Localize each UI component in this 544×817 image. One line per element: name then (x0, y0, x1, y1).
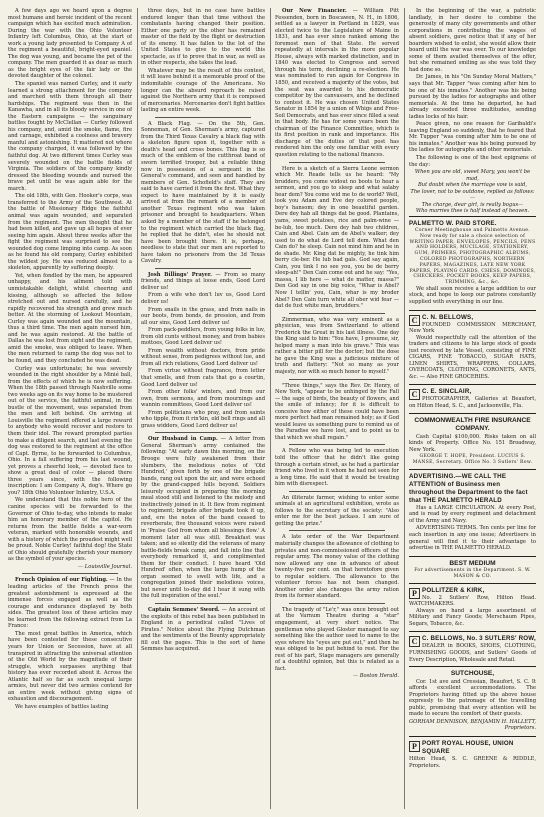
ad-subtitle: Corner Meetinghouse and Palmetto Avenue. (414, 227, 531, 233)
column-2 (141, 8, 265, 811)
article-heading: French Opinion of our Fighting. (15, 577, 108, 584)
advertisement (409, 556, 536, 582)
ad-title: C. N. BELLOWS, (422, 313, 474, 321)
verse-line: But doubt when the marriage vow is said, (418, 182, 527, 189)
divider (289, 530, 385, 531)
article-paragraph: Yet, when fondled by the men, he appeared unhappy, and his ailment told with unmistakable delight, whilst cheering and kissing, although so affected the fellow stretched out and nursed carefully, and he rapidly recovered his strength and grew much better. At the storming of Lookout Mountain, Curley was again wounded and the mountain, thus a third time. The men again nursed him, and he was again restored. At the battle of Dallas he was lost from sight and the regiment, amid the smoke, was obliged to leave. When the men returned to camp the dog was not to be found, and they concluded he was dead. (8, 272, 132, 364)
ad-note: We shall soon receive a large addition to our stock, and hope to keep our patrons constantly supplied with everything in our line. (409, 285, 536, 306)
article-paragraph: A few days ago we heard upon a degree most humane and heroic incident of the recent campaign which has excited much admiration. During the war with the Ohio Volunteer Infantry left Columbus, Ohio, at the start of work a young lady presented to Company A of the regiment a beautiful, bright-eyed spaniel. The dog was young, and became the pet of the company. The men guarded it as dear as much as the bright eyes of the fair lady or the devoted daughter of the colonel. (8, 8, 132, 80)
article-paragraph: — A letter from General Sherman's army contained the following: "At early dawn this morning, on the Brooge were fully awakened from their slumbers, the melodious notes of 'Old Hundred,' given forth by one of the brigade bands, rang out upon the air, and were echoed by the grand-capped hills beyond. Soldiers leisurely occupied in preparing the morning meal stood still and listened to the melody and instinctively joined in it. It flew from regiment to regiment; brigade after brigade took it up, and, ere the notes of the band ceased to reverberate, five thousand voices were raised in 'Praise God from whom all blessings flow.' A moment later all was still. Breakfast was taken; and so silently did the veterans of many battle-fields break camp, and fall into line that everybody remarked it, and complimented them for their conduct. I have heard 'Old Hundred' often, when the large hump of the organ seemed to swell with life, and a congregation joined their melodious voices, but never until to-day did I hear it sung with the full inspiration of the soul." (141, 436, 265, 600)
ad-body: Has a LARGE CIRCULATION. At every Post, and is read by every regiment and detachment of the Army and Navy. (409, 504, 536, 524)
ad-body: For advertisements in the Department. S. W. MASON & CO. (414, 568, 531, 579)
column-rule (404, 8, 405, 809)
article-paragraph: An illiterate farmer, wishing to enter some animals at an agricultural exhibition, wrote as follows to the secretary of the society: "Also enter me for the best jackass. I am sure of getting the prize." (275, 494, 399, 527)
verse-line: Who marries thee is half instead of heaven. (415, 208, 530, 215)
ad-title: ADVERTISING.—WE CALL THE ATTENTION of Business men throughout the Department to the fact that THE PALMETTO HERALD (409, 472, 528, 504)
column-3 (275, 8, 399, 811)
advertisement (409, 216, 536, 309)
verse-line: The charge, dear girl, is really bogus— (421, 201, 524, 208)
advertisement (409, 631, 536, 665)
drop-cap-icon: C (409, 315, 420, 326)
article-paragraph: Whatever may be the result of this contest, it will leave behind it a memorable proof of the indomitable courage of the Americans. No longer can the absurd reproach be raised against the Northern army that it is composed of mercenaries. Mercenaries don't fight battles lasting an entire week. (141, 67, 265, 114)
article-paragraph: Zimmerman, who was very eminent as a physician, was from Switzerland to attend Frederick the Great in his last illness. One day the King said to him: "You have, I presume, sir, helped many a man into his grave." This was rather a bitter pill for the doctor; but the dose he gave the King was a judicious mixture of truth and flattery: "Not so many as your majesty, nor with so much honor to myself." (275, 316, 399, 375)
column-4 (409, 8, 536, 811)
article-paragraph: Peace given, no one reason for Garibaldi's leaving England so suddenly, that he feared that Mr. Tupper "was coming after him to be one of his inmates." Another was his being pursued by the ladies for autographs and other memorials. (409, 121, 536, 154)
ad-rates: ADVERTISING TERMS. Ten cents per line for each insertion in any one issue; Advertisers in general will find it to their advantage to advertise in THE PALMETTO HERALD. (409, 525, 536, 552)
ad-title: PALMETTO W. PAID STORE. (409, 219, 497, 227)
divider (155, 432, 251, 433)
article-paragraph: A Fellow who was being led to execution told the officer that he didn't like going through a certain street, as he had a particular friend who lived in it whom he had not seen for a long time. He said that it would be treating him with disrespect. (275, 448, 399, 488)
divider (289, 491, 385, 492)
article-paragraph: The most great battles in America, which have been contested for these consecutive years for Union or Secession, have at all transpired in attracting the universal attention of the Old World by the magnitude of their struggle, which surpasses anything that history has ever recorded about it. Across the Atlantic half so far as such unequal large armies, but never did two armies contend for an entire week without giving signs of exhaustion and discouragement. (8, 630, 132, 703)
ad-body: Cash Capital $100,000. Risks taken on all kinds of Property. Office No. 151 Broadway, New York. (409, 433, 536, 453)
ad-body: Would respectfully call the attention of the traders and citizens to his large stock of goods just received by late Vessel, consisting of FINE CIGARS, FINE TOBACCO, SUGAR HATS, LINEN SHIRTS, WRAPPERS, COLLARS, OVERCOATS, CLOTHING, CORONETS, ANTS, &c. — Also FINE GROCERIES. (409, 334, 536, 380)
article-paragraph: We understand that this noble hero of the canine species will be forwarded to the Governor of Ohio to-day, who intends to make him an honorary member of the capitol. He returns from the battle fields a war-worn veteran, marked with honorable wounds, and with a history of which the proudest might well be proud. Noble Curley! faithful dog! the State of Ohio should gratefully cherish your memory as the symbol of your species. (8, 497, 132, 563)
divider (289, 444, 385, 445)
article-paragraph: From wealth without doctors, from pride without sense, from pedigrees without lue, and from all rich relations, Good Lord deliver us! (141, 347, 265, 367)
advertisement (409, 384, 536, 411)
article-paragraph: — William Pitt Fessenden, born in Boscawen, N. H., in 1806, settled as a lawyer in Portland in 1829, was elected twice to the Legislature of Maine in 1831, and has ever since ranked among the foremost men of that State. He served repeatedly at intervals in the more popular House, always with marked distinction, and in 1840 was elected to Congress and served through his term, declining a re-election. He was nominated to run again for Congress in 1850, and received a majority of the votes, but the seat was awarded to his democratic competitor by the canvassers, and he declined to contest it. He was chosen United States Senator in 1854 by a union of Whigs and Free-Soil Democrats, and has ever since filled a seat in that body. He has for some years been the chairman of the Finance Committee, which is its first position in rank and importance. His discharge of the duties of that post has rendered him the only one familiar with every question relating to the national finances. (275, 8, 399, 159)
article-paragraph: From politicians who pray, and from saints who tipple, from it rin'kin, old bell rings and all grass widders, Good Lord deliver us! (141, 409, 265, 429)
ad-owner: GORHAM DENNISON, BENJAMIN H. HALLETT, Proprietors. (409, 718, 536, 732)
advertisement (409, 736, 536, 771)
drop-cap-icon: C (409, 636, 420, 647)
ad-title: POLLITZER & KIRK, (422, 586, 485, 594)
column-rule (137, 8, 138, 809)
verse-intro: The following is one of the best epigrams of the day: (409, 155, 536, 168)
article-paragraph: The tragedy of "Le'r," was once brought out at the Varnum Theatre during a "star" engagement, at very short notice. The gentleman who played Gloster managed to say something like the author used to name to the eyes where his "eyes are put out," and then he was obliged to be put behind to rest. For the rest of his part, Stage managers are generally of a doubtful opinion, but this is related as a fact. (275, 606, 399, 672)
article-paragraph: three days, but in no case have battles endured longer than that time without the combatants having changed their position. Either one party or the other has remained master of the field by the flight or destruction of its enemy. It has fallen to the lot of the United States to give to the world this spectacle, as if to prove that in war, as well as in other respects, she takes the lead. (141, 8, 265, 67)
article-paragraph: Dr. James, in his "On Sunday Moral Matters," says that Mr. Tapper "was coming after him to be one of his inmates." Another was his being pursued by the ladies for autographs and other memorials. At the time he departed, he had already exceeded three multitudes, sending ladies locks of his hair. (409, 74, 536, 120)
column-rule (270, 8, 271, 809)
article-credit: — Louisville Journal. (78, 563, 132, 570)
article-paragraph: "Three things," says the Rev. Dr. Henry, of New York, "appear to be unhinged by the Fall — the sage of birds, the beauty of flowers, and the smile of infancy; for it is difficult to conceive how either of these could have been more perfect had man remained holy; as if God would leave us something pure to remind us of the Paradise we have lost, and to point us to that which we shall regain." (275, 382, 399, 441)
ad-title: BEST MEDIUM (449, 559, 496, 567)
article-paragraph: From a wife who don't luv us, Good Lord deliver us! (141, 292, 265, 305)
ad-title: C. E. SINCLAIR, (422, 388, 472, 396)
ad-title: PORT ROYAL HOUSE, UNION SQUARE (422, 739, 514, 755)
article-heading: Josh Billings' Prayer. (148, 271, 212, 278)
ad-title: SUTCHOUSE, (450, 670, 495, 678)
advertisement (409, 413, 536, 468)
article-paragraph: A late order of the War Department materially changes the allowance of clothing to privates and non-commissioned officers of the regular army. The money value of the clothing now allowed any one in advance of about twenty-five per cent. on that heretofore given to regular soldiers. The allowance to the volunteer forces has not been changed. Another order also changes the army ration from its former standard. (275, 534, 399, 600)
divider (289, 162, 385, 163)
ad-body: Now ready for sale a choice selection of WRITING PAPER, ENVELOPES, PENCILS, PENS AND HOLDERS, MUCILAGE, STATIONERY, GUM, PRIMERS, PHOTOGRAPHIC ALBUMS, COLORED PHOTOGRAPHS, NORTHERN PAPERS, MAGAZINES, LATE NEW YORK PAPERS, PLAYING CARDS, CHESS, DOMINOES, CHECKERS, POCKET BOOKS, KEEP PAPERS, TRIMMING, &c., &c. (409, 233, 536, 286)
article-heading: Our Husband in Camp. (148, 436, 218, 443)
advertisement (409, 310, 536, 384)
drop-cap-icon: P (409, 588, 420, 599)
verse-line: The lover, not to be outdone, replied as follows:— (410, 188, 535, 202)
article-paragraph: Here is a sketch of a Sierra Leone sermon which Mr. Reade tells us he heard: "My brudders, you come widout no boots to hear a sermon, and you go to sleep and what salaby hear dem? You come wid me to de world? Well, look you Adam and Eve dey colored people, boy's hansom; dey in one beautiful garden. Dere dey hab all things dat be good. Plantains, yams, sweet potatoes, rice and palm-wine — be-lub, too much. Dere dey hab two children, Cain and Abel. Cain am de Abel's walker; dey used to do what de Lord tell dem. What den Cain do? he sleep. Cain not mind him and he in de shade. Mr. King dat be mighty, he tink him berry cle-ber. He lub bad gals. God say again, Cain, you tink I no see you, you be de berry sleep-ah!" Den Cain come out and he say: "Yes, massa, I lib here — what de matter, massa?" Den God say in one big voice, "Whar is Abel? Now I tellin' you, Cain, whar is my broder Abel? Den Cain turn white all ober wid fear — dat de fust white man, brudders." (275, 165, 399, 310)
verse-line: When you are old, sweet Mary, you won't be mad, (414, 169, 531, 182)
ad-line: No. 2 Sutlers' Row, Hilton Head. WATCHMAKERS. (409, 594, 536, 608)
advertisement (409, 666, 536, 735)
article-paragraph: From snails in the grass, and from nails in our boots, from bonds, de pression, and from all our sins, Good Lord deliver us! (141, 306, 265, 326)
divider (289, 313, 385, 314)
article-paragraph: The spaniel was named Curley, and it early learned a strong attachment for the company and marched with them through all their hardships. The regiment was then in the Kanawha, and in all its bloody service in one of the Eastern campaigns — the sanguinary battles fought by McClellan — Curley followed his company, and, amid the smoke, flame, fire and carnage, exhibited a coolness and bravery manful and astonishing. It mattered not where the company charged, it was followed by the faithful dog. At two different times Curley was severely wounded on the battle fields of Virginia. The soldiers of the company kindly dressed the bleeding wounds and nursed the brave pet until he was again able for the march. (8, 81, 132, 192)
divider (155, 603, 251, 604)
article-paragraph: — An account of the exploits of this rebel has been published in England in a periodical called "Lives of Pirates." Notice about the Flying Dutchman and the sentiments of the Bounty appropriately fill out the pages. This is the sort of fame Semmes has acquired. (141, 607, 265, 653)
article-paragraph: From virtue without fragrance, from letter that smells, and from cats that go a courtin, Good Lord deliver us! (141, 368, 265, 388)
ad-officers: GEORGE T. HOPE, President. LUCIUS S. MANSE, Secretary. Office No. 3 Sutlers' Row. (412, 454, 533, 466)
advertisement (409, 469, 536, 555)
advertisement (409, 583, 536, 631)
ad-title: C. BELLOWS, No. 3 SUTLERS' ROW, (422, 635, 536, 643)
article-heading: Our New Financier. (282, 8, 347, 14)
article-heading: Captain Semmes' Sword. (148, 607, 220, 614)
ad-line: PHOTOGRAPHER, Galleries at Beaufort, on Hilton Head, S. C., and Jacksonville, Fla. (409, 396, 536, 410)
divider (155, 117, 251, 118)
divider (155, 268, 251, 269)
article-paragraph: In the beginning of the war, a patriotic landlady, in her desire to combine the generosity of many city governments and other corporations in contributing the wages of absent soldiers, gave notice that if any of her boarders wished to enlist, she would allow their board until the war was over. To our knowledge some of them availed themselves of the offer, but she remained smiling as she was told they had done so. (409, 8, 536, 73)
ad-line: FOUNDED COMMISSION MERCHANT, New York (409, 321, 536, 335)
article-paragraph: — In the leading articles of the French press the greatest astonishment is expressed at the immense forces engaged as well as the courage and endurance displayed by both sides. The greatest loss of these articles may be learned from the following extract from La France: (8, 577, 132, 630)
divider (289, 603, 385, 604)
divider (289, 379, 385, 380)
article-paragraph: The old 18th, with Gen. Hooker's corps, was transferred to the Army of the Southwest. At the battle of Missionary Ridge the faithful animal was again wounded, and separated from the regiment. The men thought that he had been killed, and gave up all hopes of ever seeing him again. About three weeks after the fight the regiment was surprised to see the wounded dog come limping into camp. As soon as he found his old company, Curley exhibited the wildest joy. He was reduced almost to a skeleton, apparently by suffering deeply. (8, 193, 132, 272)
article-credit: — Boston Herald. (352, 673, 399, 680)
article-paragraph: — From so many friends, and things at loose ends, Good Lord deliver us! (141, 271, 265, 291)
ad-body: Always on hand a large assortment of Military and Fancy Goods; Merschaum Pipes, Segars, Tobacco, &c. (409, 607, 536, 627)
ad-line: DEALER in BOOKS, SHOES, CLOTHING, FURNISHING GOODS, and Sutlers' Goods of Every Description, Wholesale and Retail. (409, 643, 536, 663)
column-1 (8, 8, 132, 811)
article-paragraph: A Black Flag. — On the 5th, Gen. Sonneman, of Gen. Sherman's army, captured from the Third Texas Cavalry a black flag with a skeleton figure upon it, together with a death's head and cross bones. This flag is so much of the emblem of the cutthroat band of sworn terrified trooper, but a reliable thing now in possession of a sergeant in the General's command, and seen and handled by members of Gen. Schofield's staff. They are said to have carried it from the first. What they expect to have maintained by it is easily arrived at from the remark of a member of another Texas regiment who was taken prisoner and brought to headquarters. When asked by a member of the staff if he belonged to the regiment which carried the black flag, he replied that he didn't, else he should not have been brought there. It is, perhaps, needless to state that our men are reported to have taken no prisoners from the 3d Texas Cavalry. (141, 120, 265, 265)
ad-body: Cor. 1st ave and Cressian, Beaufort, S. C. It affords excellent accommodations. The Proprietors having fitted up the above house expressly to the patronage of the travelling public, promising that every attention will be made to secure the comfort of their guests. (409, 678, 536, 718)
drop-cap-icon: C (409, 389, 420, 400)
article-paragraph: Curley was unfortunate; he was severely wounded in the right shoulder by a Minié ball, from the effects of which he is now suffering. When the 18th passed through Nashville some two weeks ago on its way home to be mustered out of the service, the faithful animal, in the bustle of the movement, was separated from the men and left behind. On arriving at Louisville the regiment offered a large reward to anybody who would recover and restore to them their idol. The reward prompted parties to make a diligent search, and last evening the dog was restored to the regiment at the office of Capt. Byrne, to be forwarded to Columbus, Ohio. In a fall suffering from his last wound, yet proves a cheerful look, — devoted face to show a great deal of color — placed there three years since, with the following inscription: I am Company A, dog's. Where go you? 18th Ohio Volunteer Infantry, U.S.A. (8, 365, 132, 496)
drop-cap-icon: P (409, 741, 420, 752)
ad-line: Hilton Head, S. C. GREENE & RIDDLE, Proprietors. (409, 755, 536, 769)
divider (22, 573, 118, 574)
ad-title: COMMONWEALTH FIRE INSURANCE COMPANY. (414, 416, 531, 433)
article-paragraph: We have examples of battles lasting (15, 703, 109, 710)
article-paragraph: From other folks' winters, and from our own, from sermons, and from mournings and wannin committees, Good Lord deliver us! (141, 389, 265, 409)
article-paragraph: From pack-peddlers, from young folks in luv, from old cunts without money, and from babies mottoes, Good Lord deliver us! (141, 327, 265, 347)
